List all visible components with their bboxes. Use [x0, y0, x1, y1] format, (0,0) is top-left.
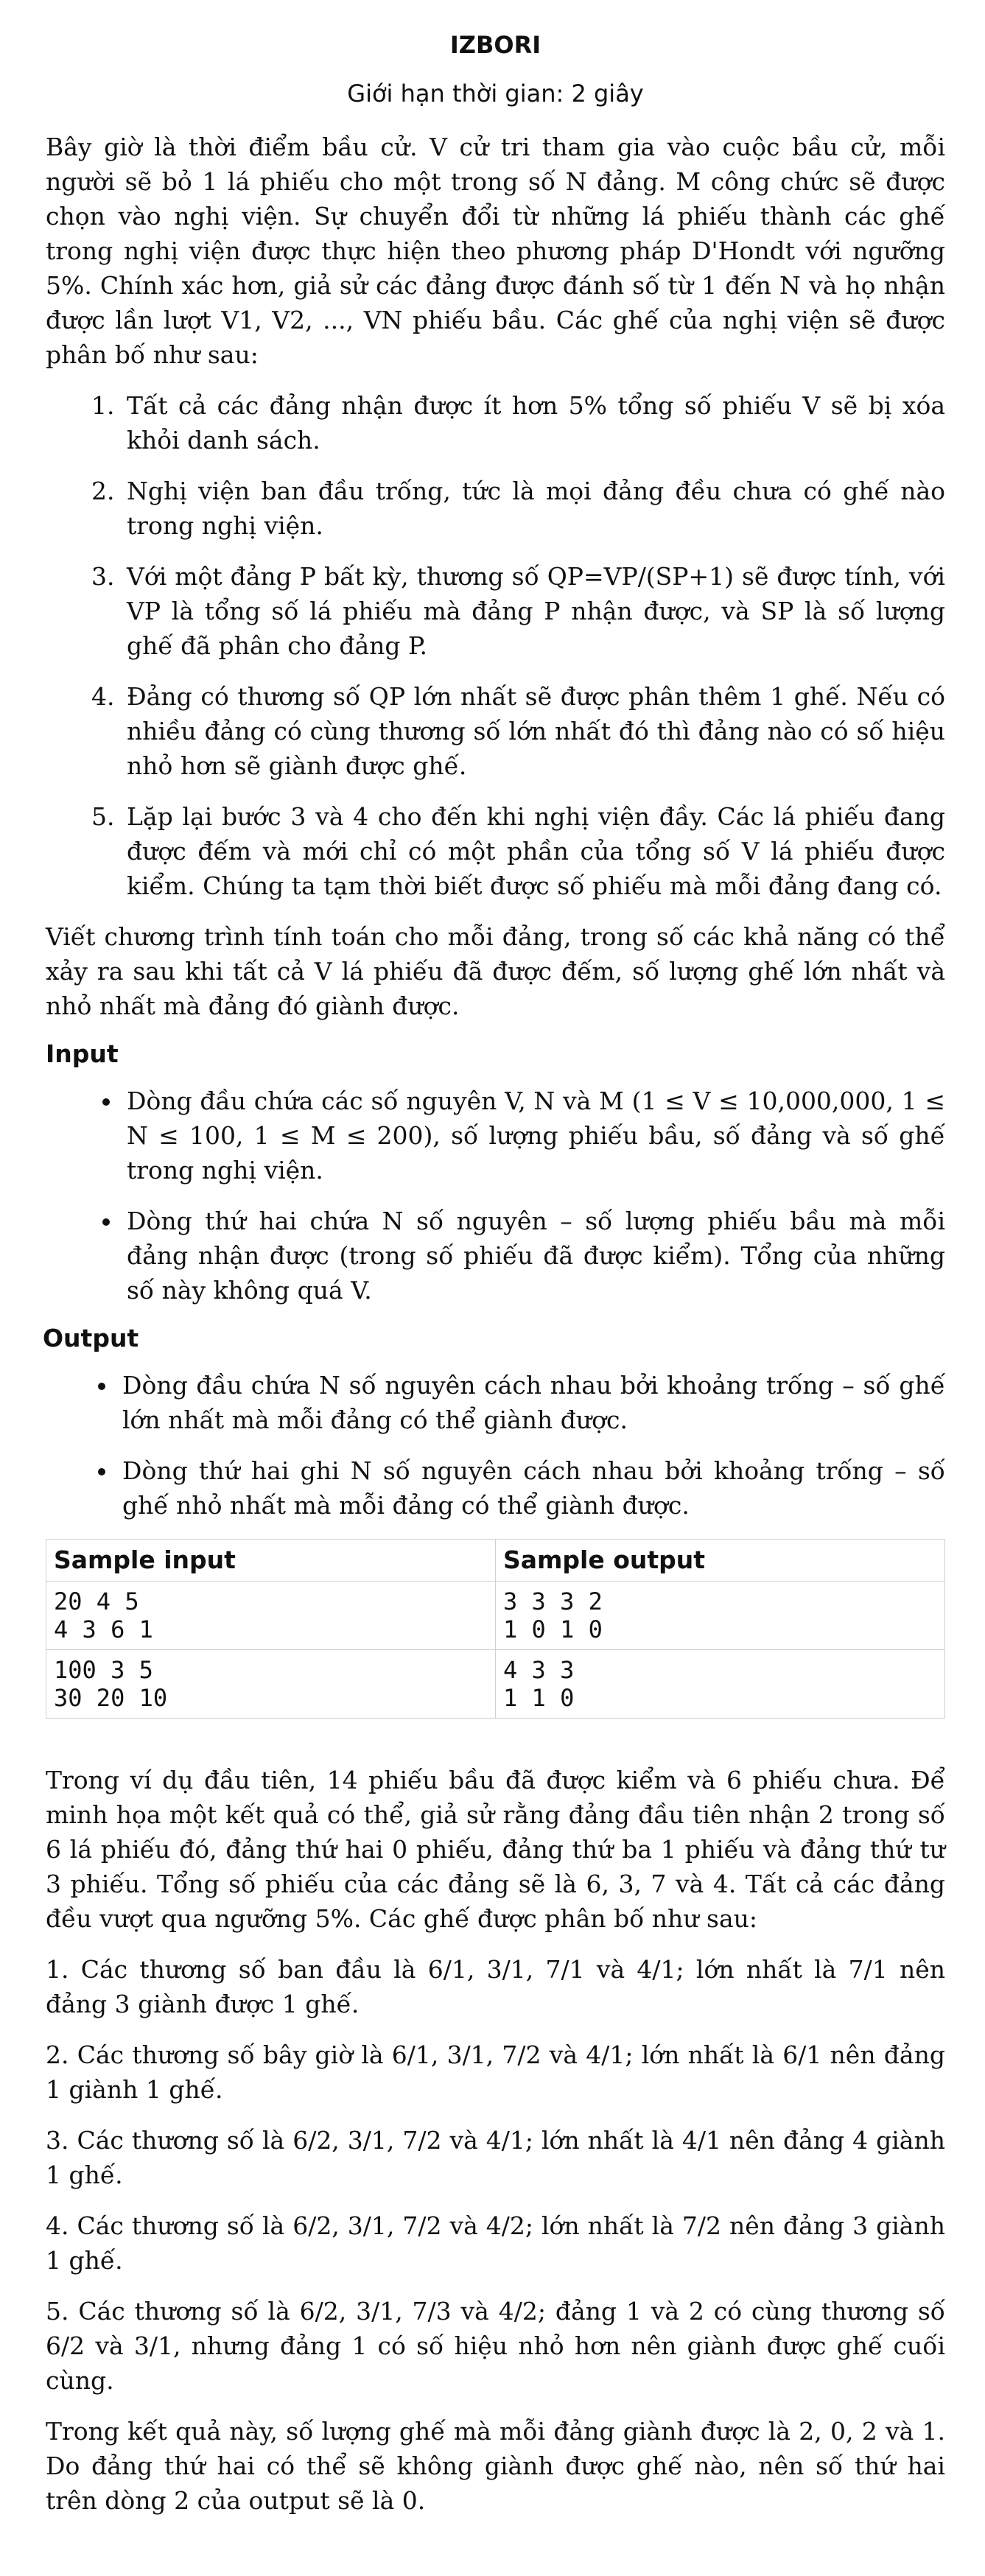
- sample-input-cell: 20 4 5 4 3 6 1: [46, 1582, 496, 1650]
- problem-title: IZBORI: [449, 31, 541, 59]
- output-item: • Dòng đầu chứa N số nguyên cách nhau bởi khoảng trống – số ghế lớn nhất mà mỗi đảng có thể giành được.: [118, 1368, 945, 1437]
- step-item: 4. Các thương số là 6/2, 3/1, 7/2 và 4/2; lớn nhất là 7/2 nên đảng 3 giành 1 ghế.: [46, 2211, 945, 2275]
- input-item: • Dòng đầu chứa các số nguyên V, N và M (1 ≤ V ≤ 10,000,000, 1 ≤ N ≤ 100, 1 ≤ M ≤ 200), số lượng phiếu bầu, số đảng và số ghế trong nghị viện.: [122, 1084, 945, 1187]
- intro-paragraph: Bây giờ là thời điểm bầu cử. V cử tri tham gia vào cuộc bầu cử, mỗi người sẽ bỏ 1 lá phiếu cho một trong số N đảng. M công chức sẽ được chọn vào nghị viện. Sự chuyển đổi từ những lá phiếu thành các ghế trong nghị viện được thực hiện theo phương pháp D'Hondt với ngưỡng 5%. Chính xác hơn, giả sử các đảng được đánh số từ 1 đến N và họ nhận được lần lượt V1, V2, ..., VN phiếu bầu. Các ghế của nghị viện sẽ được phân bố như sau:: [46, 133, 945, 369]
- sample-input-cell: 100 3 5 30 20 10: [46, 1650, 496, 1719]
- step-item: 2. Các thương số bây giờ là 6/1, 3/1, 7/2 và 4/1; lớn nhất là 6/1 nên đảng 1 giành 1 ghế.: [46, 2040, 945, 2104]
- sample-output-cell: 3 3 3 2 1 0 1 0: [496, 1582, 945, 1650]
- output-item: • Dòng thứ hai ghi N số nguyên cách nhau bởi khoảng trống – số ghế nhỏ nhất mà mỗi đảng có thể giành được.: [118, 1453, 945, 1523]
- step-item: 5. Các thương số là 6/2, 3/1, 7/3 và 4/2; đảng 1 và 2 có cùng thương số 6/2 và 3/1, nhưng đảng 1 có số hiệu nhỏ hơn nên giành được ghế cuối cùng.: [46, 2297, 945, 2395]
- time-limit: Giới hạn thời gian: 2 giây: [347, 80, 644, 108]
- output-list: [46, 1368, 945, 1523]
- steps-list: [46, 1952, 945, 2398]
- step-item: 1. Các thương số ban đầu là 6/1, 3/1, 7/1 và 4/1; lớn nhất là 7/1 nên đảng 3 giành được 1 ghế.: [46, 1955, 945, 2018]
- output-heading: Output: [43, 1324, 139, 1352]
- rule-item: 5. Lặp lại bước 3 và 4 cho đến khi nghị viện đầy. Các lá phiếu đang được đếm và mới chỉ có một phần của tổng số V lá phiếu được kiểm. Chúng ta tạm thời biết được số phiếu mà mỗi đảng đang có.: [122, 799, 945, 903]
- input-heading: Input: [46, 1039, 119, 1068]
- sample-row: [46, 1582, 945, 1650]
- explanation-paragraph: Trong ví dụ đầu tiên, 14 phiếu bầu đã được kiểm và 6 phiếu chưa. Để minh họa một kết quả có thể, giả sử rằng đảng đầu tiên nhận 2 trong số 6 lá phiếu đó, đảng thứ hai 0 phiếu, đảng thứ ba 1 phiếu và đảng thứ tư 3 phiếu. Tổng số phiếu của các đảng sẽ là 6, 3, 7 và 4. Tất cả các đảng đều vượt qua ngưỡng 5%. Các ghế được phân bố như sau:: [46, 1766, 945, 1933]
- input-list: [46, 1084, 945, 1308]
- step-item: 3. Các thương số là 6/2, 3/1, 7/2 và 4/1; lớn nhất là 4/1 nên đảng 4 giành 1 ghế.: [46, 2126, 945, 2189]
- conclusion-paragraph: Trong kết quả này, số lượng ghế mà mỗi đảng giành được là 2, 0, 2 và 1. Do đảng thứ hai có thể sẽ không giành được ghế nào, nên số thứ hai trên dòng 2 của output sẽ là 0.: [46, 2417, 945, 2515]
- rules-list: [46, 388, 945, 903]
- task-paragraph: Viết chương trình tính toán cho mỗi đảng, trong số các khả năng có thể xảy ra sau khi tất cả V lá phiếu đã được đếm, số lượng ghế lớn nhất và nhỏ nhất mà đảng đó giành được.: [46, 922, 945, 1020]
- rule-item: 3. Với một đảng P bất kỳ, thương số QP=VP/(SP+1) sẽ được tính, với VP là tổng số lá phiếu mà đảng P nhận được, và SP là số lượng ghế đã phân cho đảng P.: [122, 559, 945, 663]
- samples-header-row: [46, 1540, 945, 1582]
- input-item: • Dòng thứ hai chứa N số nguyên – số lượng phiếu bầu mà mỗi đảng nhận được (trong số phiếu đã được kiểm). Tổng của những số này không quá V.: [122, 1204, 945, 1308]
- rule-item: 4. Đảng có thương số QP lớn nhất sẽ được phân thêm 1 ghế. Nếu có nhiều đảng có cùng thương số lớn nhất đó thì đảng nào có số hiệu nhỏ hơn sẽ giành được ghế.: [122, 679, 945, 783]
- samples-table: [46, 1539, 945, 1719]
- sample-output-cell: 4 3 3 1 1 0: [496, 1650, 945, 1719]
- sample-output-header: Sample output: [496, 1540, 945, 1582]
- sample-row: [46, 1650, 945, 1719]
- rule-item: 1. Tất cả các đảng nhận được ít hơn 5% tổng số phiếu V sẽ bị xóa khỏi danh sách.: [122, 388, 945, 457]
- rule-item: 2. Nghị viện ban đầu trống, tức là mọi đảng đều chưa có ghế nào trong nghị viện.: [122, 474, 945, 543]
- sample-input-header: Sample input: [46, 1540, 496, 1582]
